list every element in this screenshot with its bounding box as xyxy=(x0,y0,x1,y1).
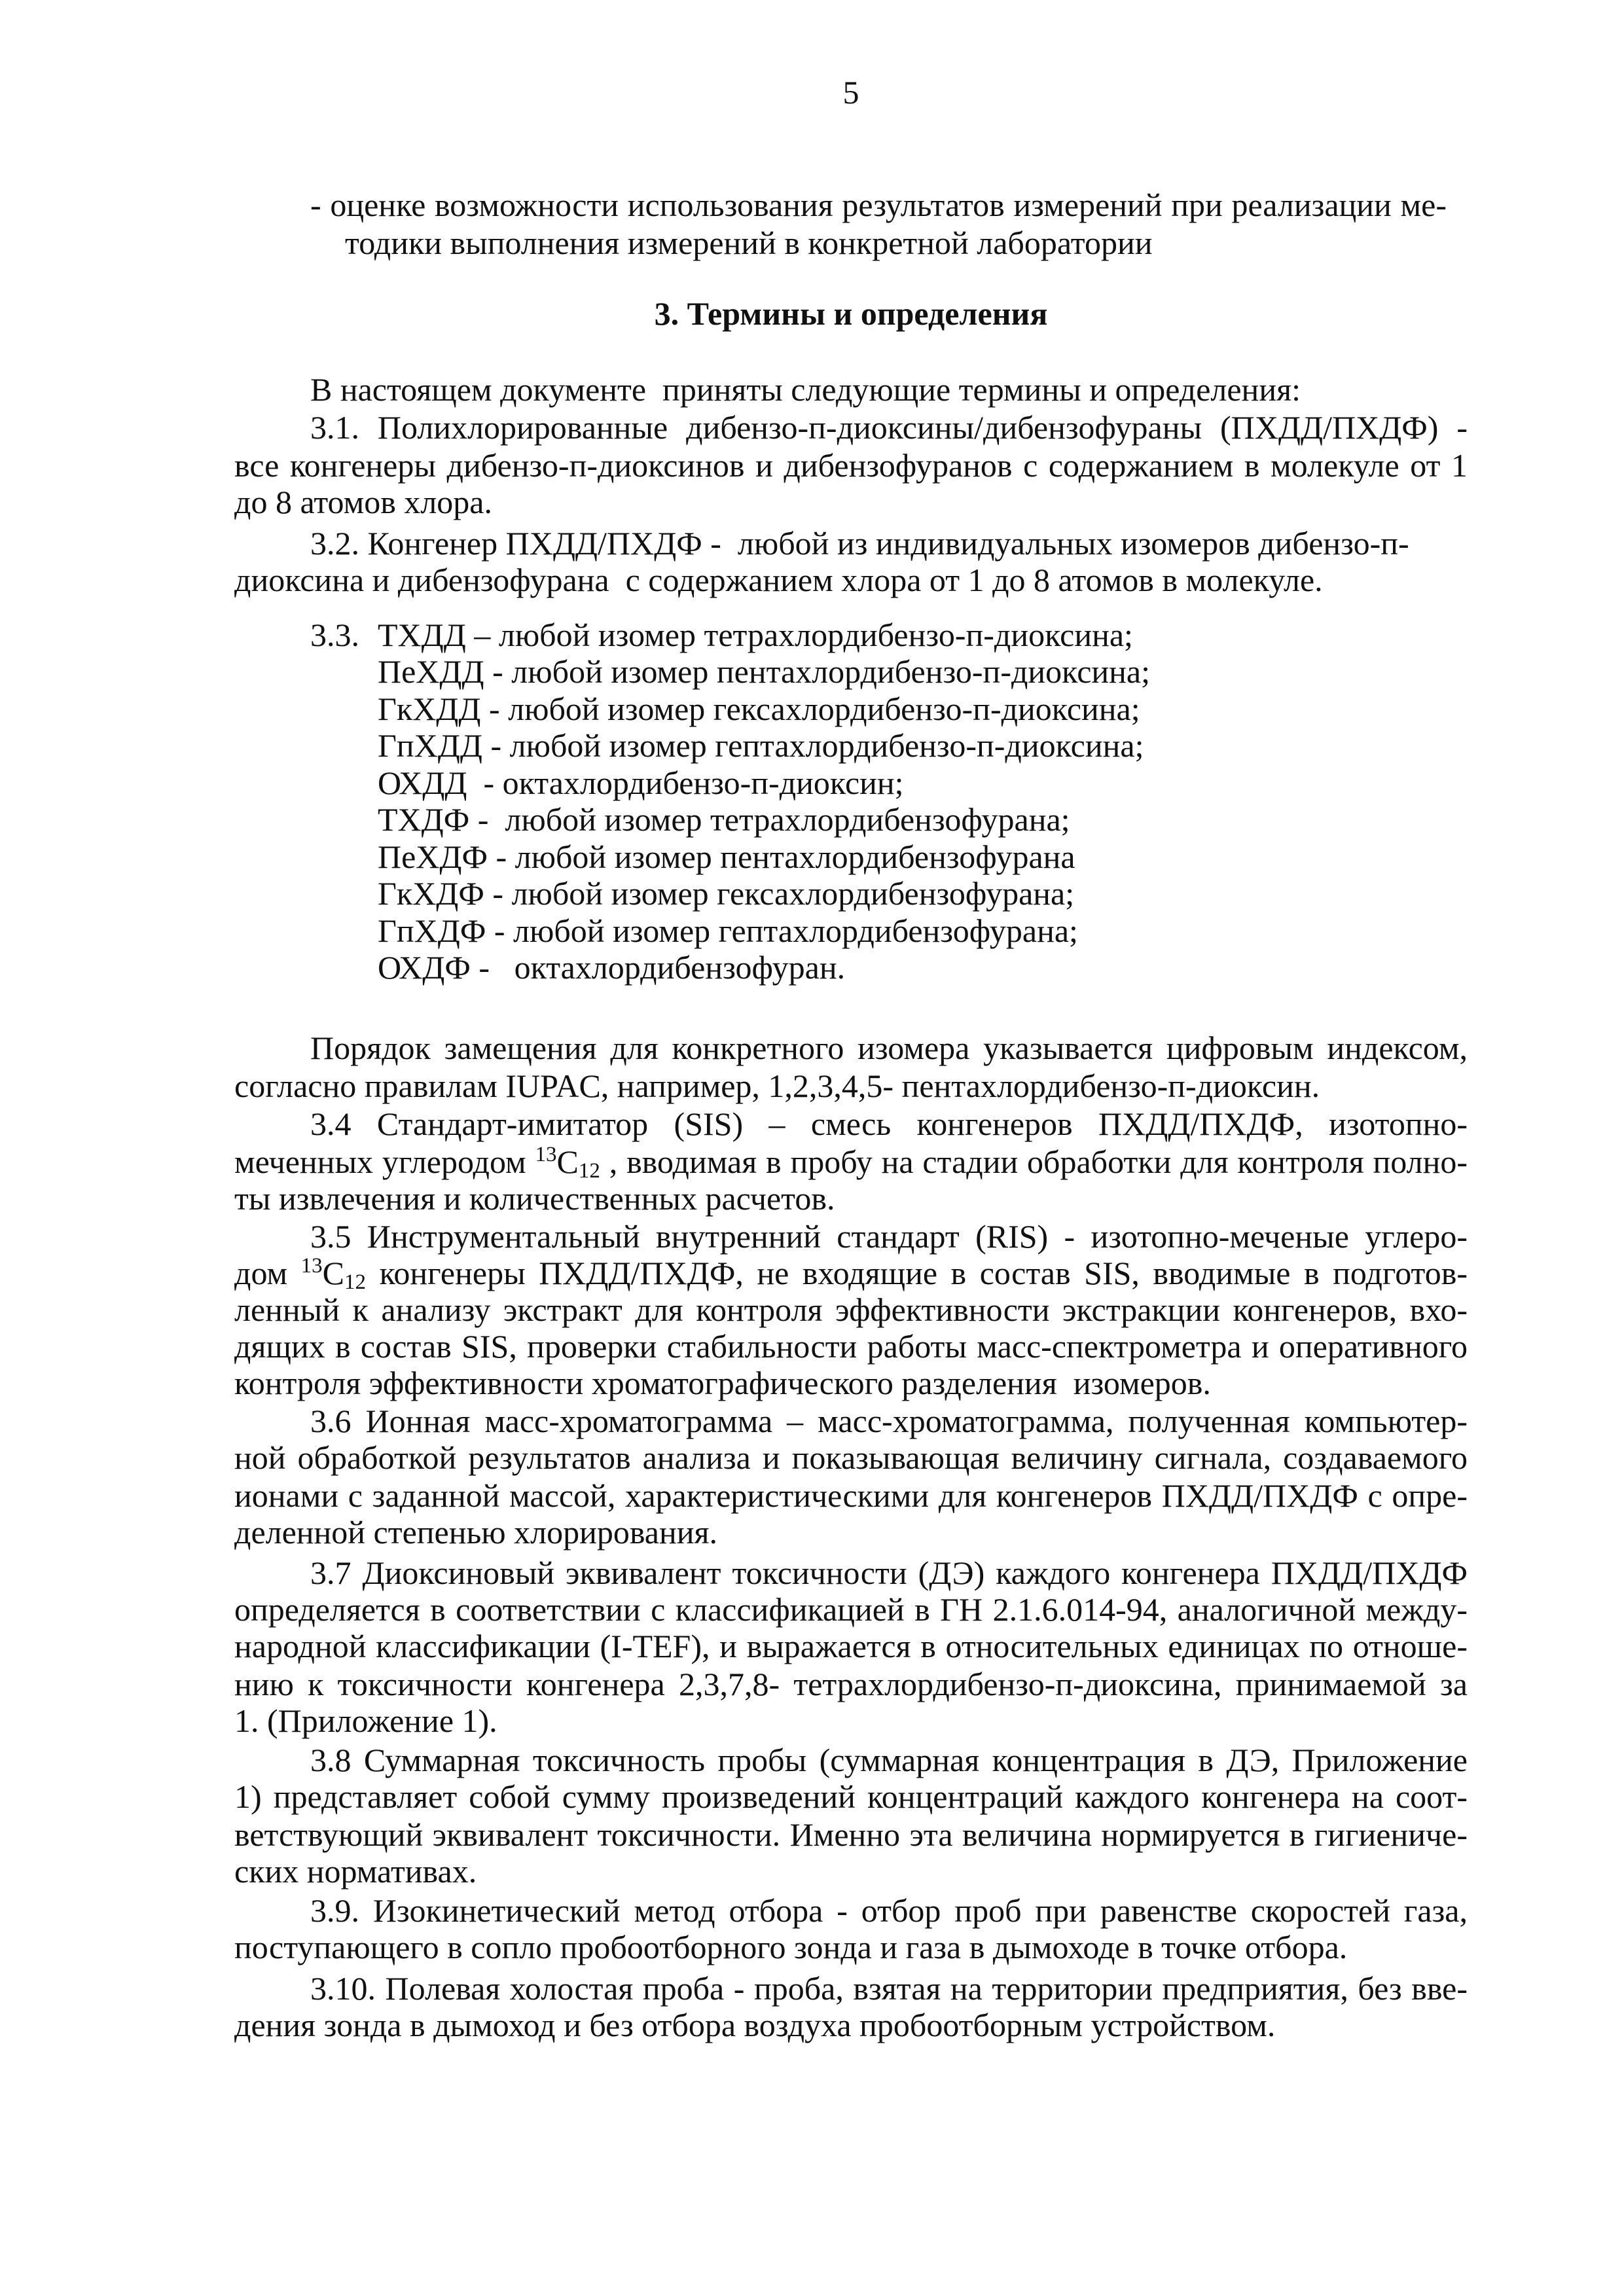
term-3-8-line: 1) представляет собой сумму произведений концентраций каждого конгенера на соот- xyxy=(234,1778,1468,1815)
list-item-line: - оценке возможности использования результатов измерений при реализации ме- xyxy=(310,187,1447,223)
isotope-mass-superscript: 13 xyxy=(300,1254,323,1278)
term-3-2-line: 3.2. Конгенер ПХДД/ПХДФ - любой из индивидуальных изомеров дибензо-п- xyxy=(310,525,1409,562)
element-symbol: C xyxy=(556,1143,579,1180)
term-3-2-line: диоксина и дибензофурана с содержанием хлора от 1 до 8 атомов в молекуле. xyxy=(234,562,1323,598)
substitution-note-line: согласно правилам IUPAC, например, 1,2,3,4,5- пентахлордибензо-п-диоксин. xyxy=(234,1067,1320,1104)
term-3-6-line: ной обработкой результатов анализа и показывающая величину сигнала, создаваемого xyxy=(234,1439,1468,1476)
term-3-8-line: ских нормативах. xyxy=(234,1853,477,1890)
term-3-4-line xyxy=(234,1143,1468,1181)
line-text: конгенеры ПХДД/ПХДФ, не входящие в состав SIS, вводимые в подготов- xyxy=(366,1255,1468,1291)
term-3-5-line: дящих в состав SIS, проверки стабильности работы масс-спектрометра и оперативного xyxy=(234,1328,1468,1365)
element-symbol: C xyxy=(322,1255,345,1291)
term-3-5-line: контроля эффективности хроматографического разделения изомеров. xyxy=(234,1365,1211,1401)
list-item-line: тодики выполнения измерений в конкретной лаборатории xyxy=(345,224,1153,261)
line-text: дом xyxy=(234,1255,301,1291)
abbreviation-item: ТХДФ - любой изомер тетрахлордибензофурана; xyxy=(378,801,1070,838)
term-3-6-line: ионами с заданной массой, характеристическими для конгенеров ПХДД/ПХДФ с опре- xyxy=(234,1477,1468,1514)
abbreviation-item: ТХДД – любой изомер тетрахлордибензо-п-диоксина; xyxy=(378,617,1133,653)
term-3-7-line: народной классификации (I-TEF), и выражается в относительных единицах по отноше- xyxy=(234,1628,1468,1664)
term-3-9-line: поступающего в сопло пробоотборного зонда и газа в дымоходе в точке отбора. xyxy=(234,1929,1348,1965)
term-3-4-line: ты извлечения и количественных расчетов. xyxy=(234,1180,835,1217)
term-3-1-line: до 8 атомов хлора. xyxy=(234,484,492,520)
term-3-4-line: 3.4 Стандарт-имитатор (SIS) – смесь конгенеров ПХДД/ПХДФ, изотопно- xyxy=(310,1105,1468,1142)
atom-count-subscript: 12 xyxy=(578,1159,600,1183)
abbreviation-item: ГпХДД - любой изомер гептахлордибензо-п-диоксина; xyxy=(378,727,1144,764)
term-3-7-line: 3.7 Диоксиновый эквивалент токсичности (ДЭ) каждого конгенера ПХДД/ПХДФ xyxy=(310,1554,1468,1591)
term-3-1-line: все конгенеры дибензо-п-диоксинов и дибензофуранов с содержанием в молекуле от 1 xyxy=(234,447,1468,484)
term-3-5-line: 3.5 Инструментальный внутренний стандарт (RIS) - изотопно-меченые углеро- xyxy=(310,1218,1468,1255)
abbreviation-item: ГкХДД - любой изомер гексахлордибензо-п-диоксина; xyxy=(378,691,1140,727)
term-3-7-line: 1. (Приложение 1). xyxy=(234,1702,497,1739)
abbreviation-item: ПеХДД - любой изомер пентахлордибензо-п-диоксина; xyxy=(378,653,1151,690)
abbreviation-item: ГпХДФ - любой изомер гептахлордибензофурана; xyxy=(378,912,1078,949)
abbreviation-item: ПеХДФ - любой изомер пентахлордибензофурана xyxy=(378,838,1075,875)
atom-count-subscript: 12 xyxy=(344,1270,367,1294)
line-text: меченных углеродом xyxy=(234,1143,535,1180)
term-3-8-line: 3.8 Суммарная токсичность пробы (суммарная концентрация в ДЭ, Приложение xyxy=(310,1742,1468,1778)
term-3-7-line: нию к токсичности конгенера 2,3,7,8- тетрахлордибензо-п-диоксина, принимаемой за xyxy=(234,1666,1468,1702)
term-3-3-number: 3.3. xyxy=(310,617,359,653)
abbreviation-item: ГкХДФ - любой изомер гексахлордибензофурана; xyxy=(378,875,1075,912)
term-3-6-line: деленной степенью хлорирования. xyxy=(234,1514,718,1551)
line-text: , вводимая в пробу на стадии обработки для контроля полно- xyxy=(600,1143,1468,1180)
abbreviation-item: ОХДД - октахлордибензо-п-диоксин; xyxy=(378,764,904,801)
term-3-8-line: ветствующий эквивалент токсичности. Именно эта величина нормируется в гигиениче- xyxy=(234,1816,1468,1853)
term-3-10-line: 3.10. Полевая холостая проба - проба, взятая на территории предприятия, без вве- xyxy=(310,1970,1468,2007)
term-3-6-line: 3.6 Ионная масс-хроматограмма – масс-хроматограмма, полученная компьютер- xyxy=(310,1403,1468,1439)
term-3-5-line xyxy=(234,1255,1468,1292)
intro-paragraph: В настоящем документе приняты следующие термины и определения: xyxy=(310,371,1301,408)
abbreviation-item: ОХДФ - октахлордибензофуран. xyxy=(378,949,846,986)
term-3-9-line: 3.9. Изокинетический метод отбора - отбор проб при равенстве скоростей газа, xyxy=(310,1892,1468,1929)
substitution-note-line: Порядок замещения для конкретного изомера указывается цифровым индексом, xyxy=(310,1030,1468,1066)
page-number: 5 xyxy=(842,74,859,111)
term-3-7-line: определяется в соответствии с классификацией в ГН 2.1.6.014-94, аналогичной между- xyxy=(234,1591,1468,1628)
term-3-1-line: 3.1. Полихлорированные дибензо-п-диоксины/дибензофураны (ПХДД/ПХДФ) - xyxy=(310,409,1468,446)
isotope-mass-superscript: 13 xyxy=(535,1143,557,1166)
term-3-5-line: ленный к анализу экстракт для контроля эффективности экстракции конгенеров, вхо- xyxy=(234,1291,1468,1328)
section-heading: 3. Термины и определения xyxy=(654,295,1048,332)
term-3-10-line: дения зонда в дымоход и без отбора воздуха пробоотборным устройством. xyxy=(234,2007,1276,2043)
